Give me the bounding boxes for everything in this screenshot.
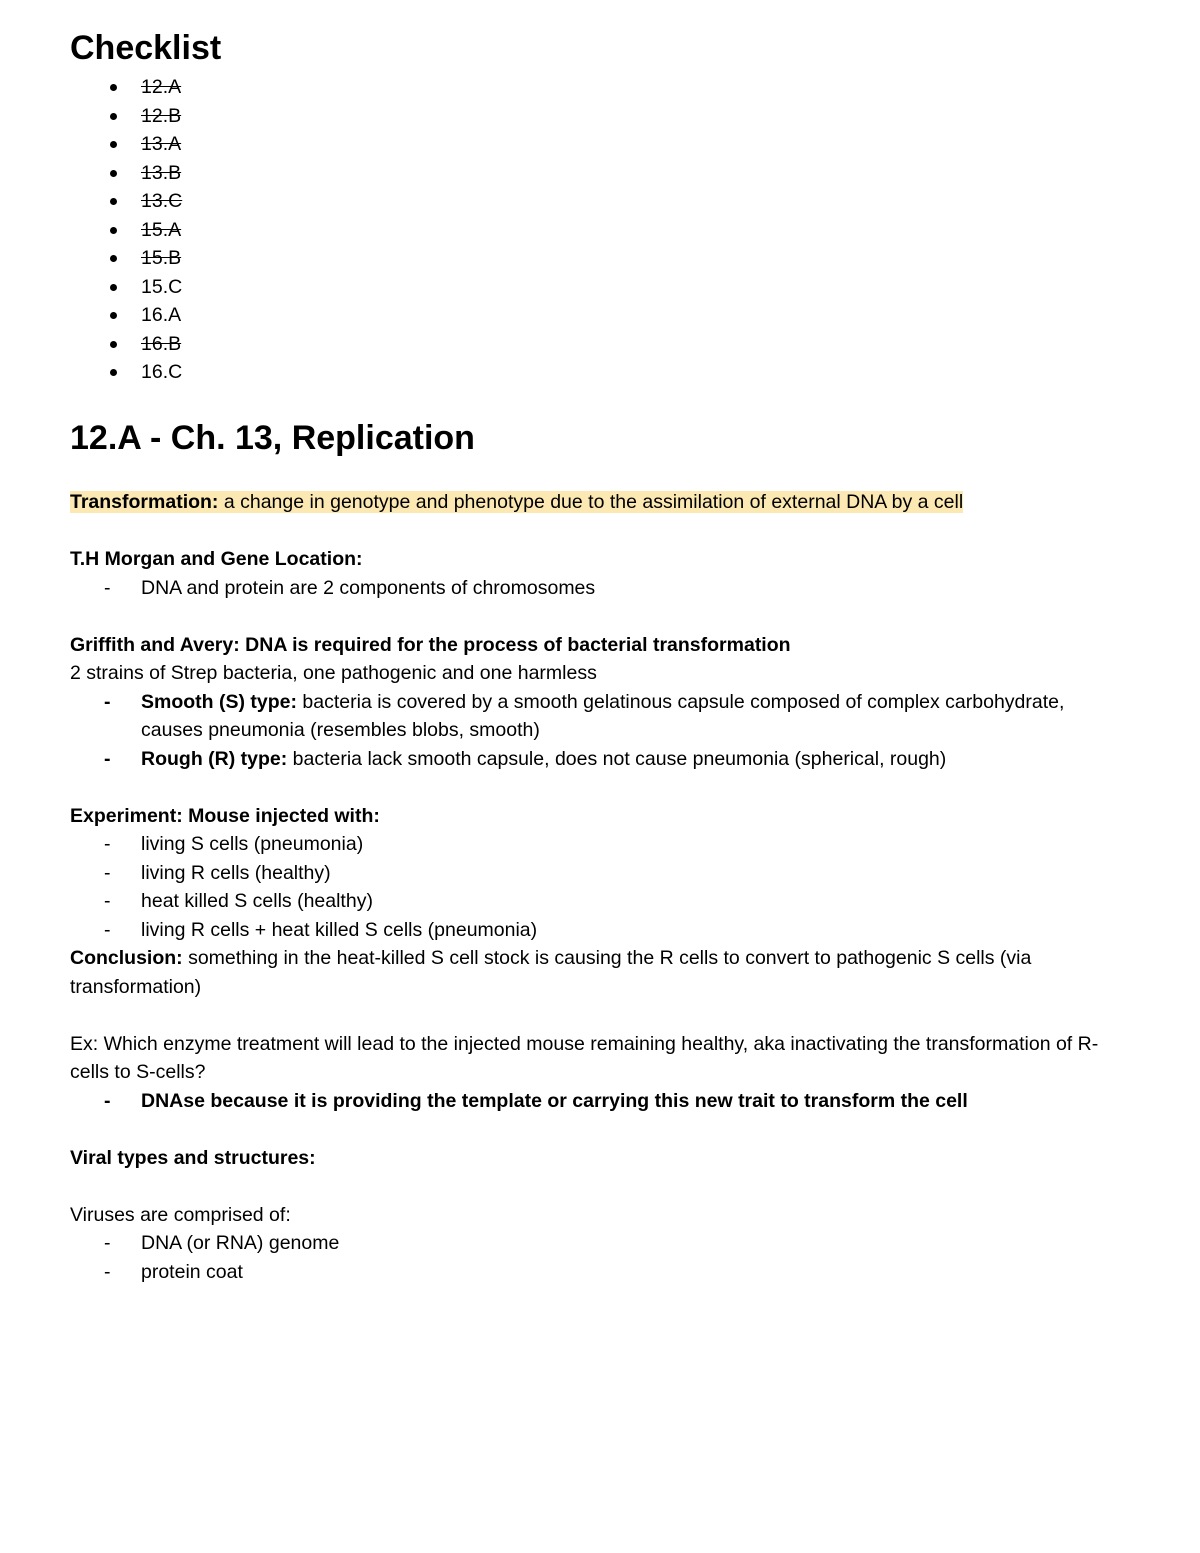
viral-heading: Viral types and structures: — [70, 1146, 316, 1169]
experiment-item: heat killed S cells (healthy) — [141, 890, 373, 912]
bullet-icon — [110, 312, 117, 319]
transformation-term: Transformation: — [70, 491, 219, 513]
viral-item: DNA (or RNA) genome — [141, 1232, 340, 1254]
griffith-heading: Griffith and Avery: DNA is required for the process of bacterial transformation — [70, 633, 791, 656]
bullet-icon — [110, 113, 117, 120]
checklist-item — [70, 358, 1130, 387]
checklist-item — [70, 244, 1130, 273]
checklist-item-label: 15.B — [141, 247, 182, 269]
checklist-item-label: 13.C — [141, 190, 183, 212]
checklist-item — [70, 102, 1130, 131]
checklist-item — [70, 73, 1130, 102]
checklist-item-label: 12.B — [141, 104, 182, 127]
bullet-icon — [110, 255, 117, 262]
bullet-icon — [110, 369, 117, 376]
bullet-icon — [110, 141, 117, 148]
checklist-item — [70, 301, 1130, 330]
checklist-item-label: 16.C — [141, 361, 183, 383]
bullet-icon — [110, 170, 117, 177]
checklist-item — [70, 159, 1130, 188]
section-title: 12.A - Ch. 13, Replication — [70, 418, 475, 457]
morgan-list — [70, 574, 1130, 603]
conclusion-term: Conclusion: — [70, 947, 183, 969]
morgan-heading: T.H Morgan and Gene Location: — [70, 548, 363, 570]
bullet-icon — [110, 341, 117, 348]
checklist-item — [70, 187, 1130, 216]
checklist-item-label: 12.A — [141, 76, 182, 98]
list-item: - DNAse because it is providing the template or carrying this new trait to transform the cell — [104, 1089, 968, 1112]
checklist-item-label: 16.A — [141, 304, 182, 326]
checklist-item — [70, 130, 1130, 159]
rough-text: bacteria lack smooth capsule, does not cause pneumonia (spherical, rough) — [287, 747, 947, 770]
list-item: - heat killed S cells (healthy) — [104, 890, 373, 912]
smooth-term: Smooth (S) type: — [141, 690, 297, 713]
experiment-item: living R cells (healthy) — [141, 861, 331, 884]
list-item: - Rough (R) type: bacteria lack smooth capsule, does not cause pneumonia (spherical, rough) — [104, 747, 947, 770]
list-item: - living S cells (pneumonia) — [104, 833, 364, 855]
checklist-item-label: 13.B — [141, 161, 182, 184]
list-item: - Smooth (S) type: bacteria is covered by a smooth gelatinous capsule composed of complex carbohydrate, causes pneumonia (resembles blobs, smooth) — [104, 690, 1065, 741]
checklist-item-label: 16.B — [141, 332, 182, 355]
viral-item: protein coat — [141, 1260, 243, 1283]
experiment-item: living R cells + heat killed S cells (pneumonia) — [141, 918, 538, 941]
bullet-icon — [110, 198, 117, 205]
checklist-item-label: 15.C — [141, 275, 183, 298]
document-page — [70, 26, 1130, 1286]
bullet-icon — [110, 284, 117, 291]
list-item: - living R cells (healthy) — [104, 861, 331, 884]
rough-term: Rough (R) type: — [141, 747, 288, 770]
griffith-intro: 2 strains of Strep bacteria, one pathogenic and one harmless — [70, 662, 597, 684]
list-item: - DNA and protein are 2 components of chromosomes — [104, 576, 596, 599]
checklist-item-label: 15.A — [141, 218, 182, 241]
strain-list — [70, 688, 1130, 774]
viral-intro: Viruses are comprised of: — [70, 1203, 291, 1226]
viral-list — [70, 1229, 1130, 1286]
checklist-item-label: 13.A — [141, 133, 182, 155]
bullet-icon — [110, 84, 117, 91]
list-item: - DNA (or RNA) genome — [104, 1232, 340, 1254]
morgan-item: DNA and protein are 2 components of chromosomes — [141, 576, 596, 599]
experiment-item: living S cells (pneumonia) — [141, 833, 364, 855]
list-item: - protein coat — [104, 1260, 243, 1283]
conclusion-text: something in the heat-killed S cell stock is causing the R cells to convert to pathogenic S cells (via transformation) — [70, 947, 1032, 998]
transformation-definition — [70, 488, 1130, 517]
checklist-item — [70, 216, 1130, 245]
checklist-item — [70, 330, 1130, 359]
bullet-icon — [110, 227, 117, 234]
example-answer: DNAse because it is providing the template or carrying this new trait to transform the cell — [141, 1089, 968, 1112]
transformation-text: a change in genotype and phenotype due to the assimilation of external DNA by a cell — [218, 491, 964, 513]
example-answer-list — [70, 1087, 1130, 1116]
experiment-heading: Experiment: Mouse injected with: — [70, 804, 380, 827]
conclusion — [70, 944, 1130, 1001]
checklist-item — [70, 273, 1130, 302]
experiment-list — [70, 830, 1130, 944]
list-item: - living R cells + heat killed S cells (pneumonia) — [104, 918, 538, 941]
smooth-text: bacteria is covered by a smooth gelatinous capsule composed of complex carbohydrate, causes pneumonia (resembles blobs, smooth) — [141, 690, 1065, 741]
example-question: Ex: Which enzyme treatment will lead to the injected mouse remaining healthy, aka inactivating the transformation of R-cells to S-cells? — [70, 1032, 1099, 1083]
checklist — [70, 73, 1130, 387]
checklist-title: Checklist — [70, 29, 222, 67]
